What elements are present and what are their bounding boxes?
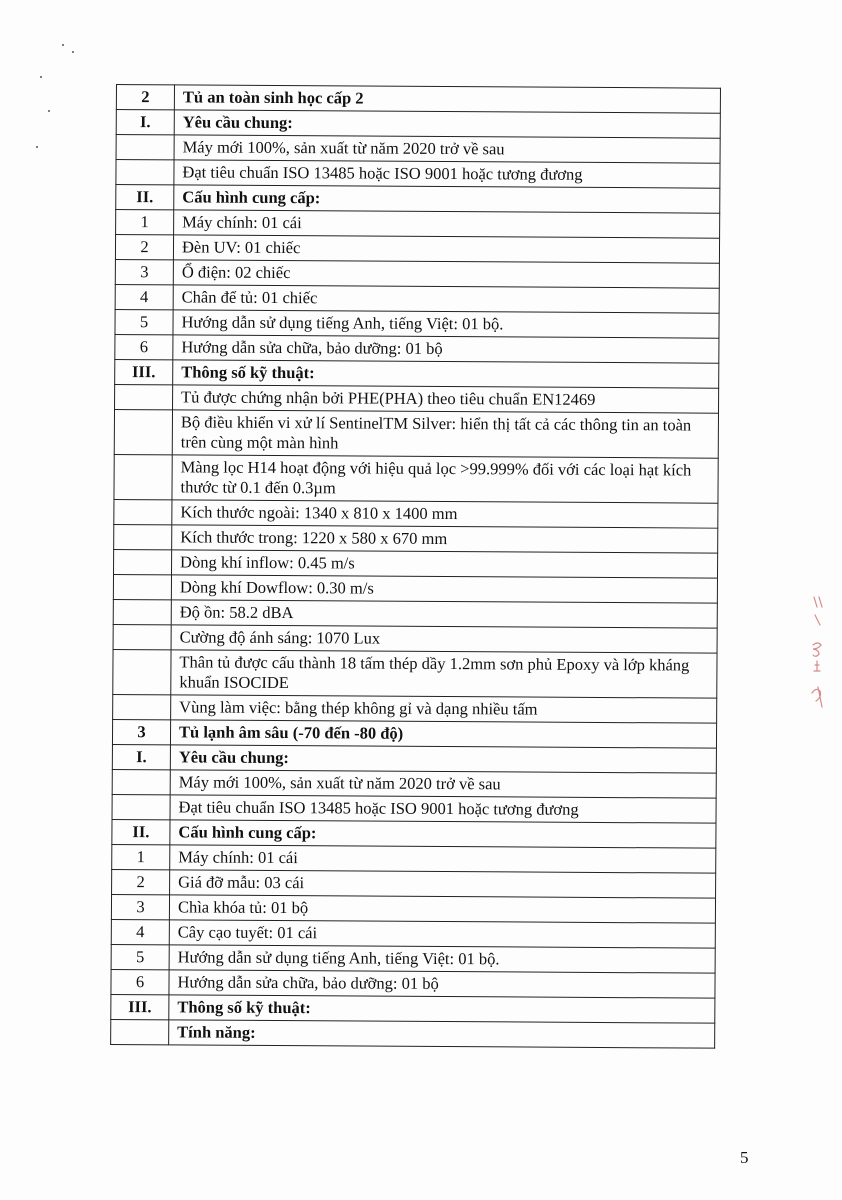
table-row xyxy=(115,384,719,413)
row-text-cell: Bộ điều khiển vi xử lí SentinelTM Silver: hiển thị tất cả các thông tin an toàn trên cùng một màn hình xyxy=(172,410,718,458)
row-number-cell: 1 xyxy=(112,844,170,869)
table-row xyxy=(114,499,718,528)
row-number-cell xyxy=(113,694,171,719)
row-text-cell: Máy mới 100%, sản xuất từ năm 2020 trở về sau xyxy=(170,770,716,798)
row-number-cell xyxy=(113,599,171,624)
row-text-cell: Kích thước ngoài: 1340 x 810 x 1400 mm xyxy=(172,500,718,528)
table-row xyxy=(113,624,717,653)
table-row xyxy=(116,85,720,114)
row-text-cell: Máy chính: 01 cái xyxy=(174,210,720,238)
row-number-cell xyxy=(113,574,171,599)
row-number-cell xyxy=(113,624,171,649)
scan-speck xyxy=(40,76,42,78)
table-row xyxy=(113,694,717,723)
row-text-cell: Đèn UV: 01 chiếc xyxy=(173,235,719,263)
table-row xyxy=(112,769,716,798)
table-row xyxy=(114,549,718,578)
row-text-cell: Thân tủ được cấu thành 18 tấm thép dầy 1.2mm sơn phủ Epoxy và lớp kháng khuẩn ISOCIDE xyxy=(171,650,717,698)
page-number: 5 xyxy=(740,1148,749,1167)
table-row xyxy=(111,919,715,948)
row-number-cell: 1 xyxy=(116,210,174,235)
row-number-cell xyxy=(114,409,172,454)
row-number-cell: 5 xyxy=(111,944,169,969)
table-row xyxy=(116,135,720,164)
table-row xyxy=(111,894,715,923)
table-row xyxy=(112,844,716,873)
row-number-cell: 6 xyxy=(115,334,173,359)
row-text-cell: Kích thước trong: 1220 x 580 x 670 mm xyxy=(172,525,718,553)
scan-speck xyxy=(62,44,64,46)
row-text-cell: Chìa khóa tủ: 01 bộ xyxy=(169,895,715,923)
table-row xyxy=(111,944,715,973)
row-number-cell xyxy=(116,160,174,185)
table-row xyxy=(112,719,716,748)
specification-table xyxy=(110,84,721,1049)
table-row xyxy=(115,259,719,288)
handwritten-margin-mark xyxy=(808,595,830,720)
row-number-cell xyxy=(112,769,170,794)
row-text-cell: Yêu cầu chung: xyxy=(174,110,720,138)
row-text-cell: Đạt tiêu chuẩn ISO 13485 hoặc ISO 9001 hoặc tương đương xyxy=(170,795,716,823)
table-row xyxy=(112,794,716,823)
table-row xyxy=(111,994,715,1023)
table-row xyxy=(115,284,719,313)
row-text-cell: Tủ được chứng nhận bởi PHE(PHA) theo tiêu chuẩn EN12469 xyxy=(173,385,719,413)
row-text-cell: Độ ồn: 58.2 dBA xyxy=(171,600,717,628)
row-number-cell: 3 xyxy=(111,894,169,919)
table-row xyxy=(112,744,716,773)
row-text-cell: Cường độ ánh sáng: 1070 Lux xyxy=(171,625,717,653)
table-row xyxy=(115,235,719,264)
row-number-cell: 3 xyxy=(112,719,170,744)
row-text-cell: Yêu cầu chung: xyxy=(170,745,716,773)
row-number-cell xyxy=(113,649,171,694)
row-number-cell xyxy=(114,454,172,499)
table-row xyxy=(113,599,717,628)
row-number-cell: I. xyxy=(116,110,174,135)
row-number-cell: II. xyxy=(112,819,170,844)
row-number-cell xyxy=(114,499,172,524)
row-number-cell: I. xyxy=(112,744,170,769)
table-row xyxy=(114,409,718,458)
row-text-cell: Giá đỡ mẫu: 03 cái xyxy=(170,870,716,898)
row-text-cell: Cấu hình cung cấp: xyxy=(170,820,716,848)
row-text-cell: Thông số kỹ thuật: xyxy=(169,995,715,1023)
table-row xyxy=(112,819,716,848)
table-row xyxy=(111,969,715,998)
table-row xyxy=(112,869,716,898)
row-number-cell xyxy=(116,135,174,160)
row-number-cell: 6 xyxy=(111,969,169,994)
row-number-cell: III. xyxy=(111,994,169,1019)
row-number-cell xyxy=(115,384,173,409)
row-number-cell xyxy=(114,549,172,574)
specification-table-body xyxy=(111,85,721,1049)
row-number-cell: II. xyxy=(116,185,174,210)
row-text-cell: Dòng khí Dowflow: 0.30 m/s xyxy=(171,575,717,603)
row-number-cell: 2 xyxy=(115,235,173,260)
row-text-cell: Đạt tiêu chuẩn ISO 13485 hoặc ISO 9001 hoặc tương đương xyxy=(174,160,720,188)
row-number-cell: 2 xyxy=(116,85,174,110)
row-text-cell: Vùng làm việc: bằng thép không gỉ và dạng nhiều tấm xyxy=(171,695,717,723)
row-number-cell: 4 xyxy=(115,284,173,309)
row-text-cell: Dòng khí inflow: 0.45 m/s xyxy=(172,550,718,578)
table-row xyxy=(116,110,720,139)
row-text-cell: Máy mới 100%, sản xuất từ năm 2020 trở về sau xyxy=(174,135,720,163)
row-number-cell: III. xyxy=(115,359,173,384)
row-number-cell: 4 xyxy=(111,919,169,944)
row-number-cell xyxy=(111,1019,169,1044)
row-text-cell: Thông số kỹ thuật: xyxy=(173,360,719,388)
table-row xyxy=(115,309,719,338)
row-text-cell: Ổ điện: 02 chiếc xyxy=(173,260,719,288)
table-row xyxy=(115,334,719,363)
row-number-cell: 5 xyxy=(115,309,173,334)
table-row xyxy=(111,1019,715,1048)
row-text-cell: Hướng dẫn sửa chữa, bảo dưỡng: 01 bộ xyxy=(169,970,715,998)
table-row xyxy=(116,160,720,189)
row-text-cell: Tủ lạnh âm sâu (-70 đến -80 độ) xyxy=(170,720,716,748)
table-row xyxy=(114,524,718,553)
row-text-cell: Cấu hình cung cấp: xyxy=(174,185,720,213)
table-row xyxy=(114,454,718,503)
row-number-cell xyxy=(114,524,172,549)
scan-speck xyxy=(48,110,50,112)
row-text-cell: Máy chính: 01 cái xyxy=(170,845,716,873)
row-text-cell: Tủ an toàn sinh học cấp 2 xyxy=(174,85,720,113)
table-row xyxy=(113,574,717,603)
row-text-cell: Hướng dẫn sử dụng tiếng Anh, tiếng Việt: 01 bộ. xyxy=(169,945,715,973)
row-text-cell: Chân để tủ: 01 chiếc xyxy=(173,285,719,313)
row-text-cell: Hướng dẫn sử dụng tiếng Anh, tiếng Việt: 01 bộ. xyxy=(173,310,719,338)
row-text-cell: Tính năng: xyxy=(169,1020,715,1048)
table-row xyxy=(116,185,720,214)
row-number-cell: 3 xyxy=(115,259,173,284)
row-number-cell: 2 xyxy=(112,869,170,894)
row-text-cell: Màng lọc H14 hoạt động với hiệu quả lọc >99.999% đối với các loại hạt kích thước từ 0.1 đến 0.3µm xyxy=(172,455,718,503)
row-number-cell xyxy=(112,794,170,819)
row-text-cell: Cây cạo tuyết: 01 cái xyxy=(169,920,715,948)
table-row xyxy=(115,359,719,388)
table-row xyxy=(116,210,720,239)
scan-speck xyxy=(36,146,38,148)
row-text-cell: Hướng dẫn sửa chữa, bảo dưỡng: 01 bộ xyxy=(173,335,719,363)
table-row xyxy=(113,649,717,698)
scan-speck xyxy=(72,51,74,53)
